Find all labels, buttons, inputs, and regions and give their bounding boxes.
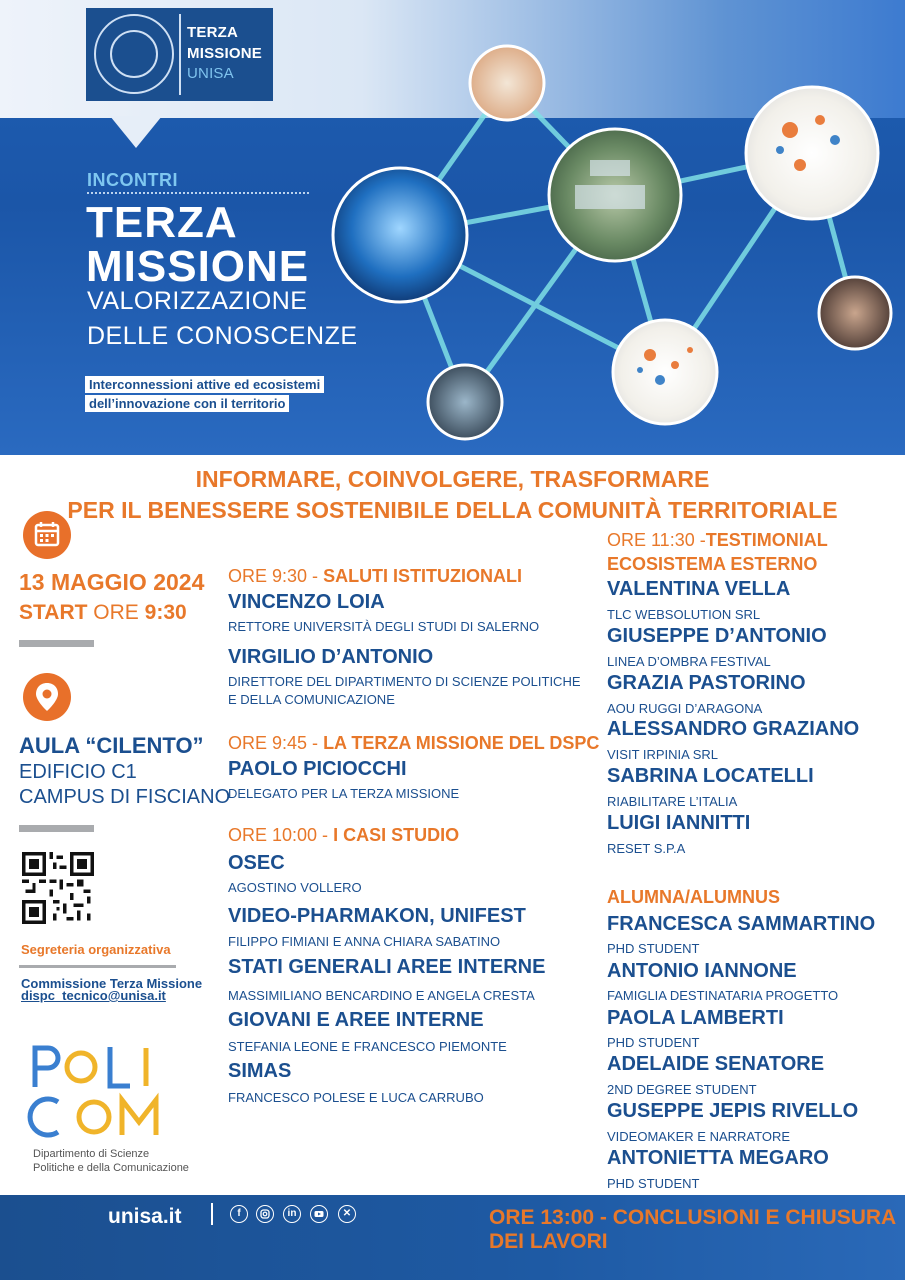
commission-label: Commissione Terza Missione [21,976,203,991]
alumni-role: PHD STUDENT [607,1176,700,1191]
headline-line-1: INFORMARE, COINVOLGERE, TRASFORMARE [195,466,710,492]
start-time-value: 9:30 [144,601,187,624]
speaker-role: E DELLA COMUNICAZIONE [228,692,395,707]
alumni-name: PAOLA LAMBERTI [607,1007,784,1029]
hero-tagline-line-2: dell’innovazione con il territorio [85,395,289,412]
speaker-role: DIRETTORE DEL DIPARTIMENTO DI SCIENZE POLITICHE [228,674,581,689]
footer-separator [211,1203,213,1225]
logo-divider [179,14,181,95]
session-time: ORE 9:45 - [228,733,319,753]
location-pin-icon [23,673,71,721]
logo-line-2: MISSIONE [187,45,262,62]
session-label: ECOSISTEMA ESTERNO [607,554,818,574]
session-casi-studio-heading [228,825,459,846]
hero-tagline-line-1: Interconnessioni attive ed ecosistemi [85,376,324,393]
speaker-name: ALESSANDRO GRAZIANO [607,718,860,740]
venue-campus: CAMPUS DI FISCIANO [19,786,231,808]
session-alumni-heading [607,887,780,908]
linkedin-icon[interactable]: in [283,1205,301,1223]
session-label: SALUTI ISTITUZIONALI [323,566,523,586]
hero-kicker: INCONTRI [87,170,178,190]
facebook-icon[interactable]: f [230,1205,248,1223]
department-name-line-2: Politiche e della Comunicazione [33,1162,189,1174]
speaker-name: VIRGILIO D’ANTONIO [228,646,434,668]
footer-closing-session: ORE 13:00 - CONCLUSIONI E CHIUSURA DEI LAVORI [489,1206,896,1253]
alumni-role: PHD STUDENT [607,941,700,956]
speaker-org: VISIT IRPINIA SRL [607,747,719,762]
alumni-name: ANTONIO IANNONE [607,960,797,982]
session-label: LA TERZA MISSIONE DEL DSPC [323,733,600,753]
alumni-role: VIDEOMAKER E NARRATORE [607,1129,790,1144]
terza-missione-logo [86,8,273,101]
alumni-name: ANTONIETTA MEGARO [607,1147,829,1169]
hero-subtitle-line-1: VALORIZZAZIONE [87,287,308,315]
session-time: ORE 9:30 - [228,566,319,586]
session-time: ORE 11:30 - [607,530,706,550]
venue-name: AULA “CILENTO” [19,733,204,758]
speaker-role: DELEGATO PER LA TERZA MISSIONE [228,786,460,801]
divider-bar [19,640,94,647]
speaker-name: PAOLO PICIOCCHI [228,758,407,780]
speaker-name: LUIGI IANNITTI [607,812,751,834]
alumni-role: 2ND DEGREE STUDENT [607,1082,757,1097]
university-seal-icon [94,14,174,94]
hero-banner [0,0,905,455]
hero-subtitle-line-2: DELLE CONOSCENZE [87,322,358,350]
case-study-name: OSEC [228,852,285,874]
case-study-name: SIMAS [228,1060,292,1082]
alumni-role: FAMIGLIA DESTINATARIA PROGETTO [607,988,839,1003]
footer-site-link[interactable]: unisa.it [108,1205,182,1228]
speaker-org: AOU RUGGI D’ARAGONA [607,701,763,716]
case-study-people: STEFANIA LEONE E FRANCESCO PIEMONTE [228,1039,507,1054]
session-label: ALUMNA/ALUMNUS [607,887,780,907]
session-dspc-heading [228,733,599,754]
case-study-name: STATI GENERALI AREE INTERNE [228,956,546,978]
speaker-org: TLC WEBSOLUTION SRL [607,607,761,622]
case-study-people: AGOSTINO VOLLERO [228,880,362,895]
case-study-people: FILIPPO FIMIANI E ANNA CHIARA SABATINO [228,934,501,949]
alumni-name: ADELAIDE SENATORE [607,1053,825,1075]
speaker-name: GRAZIA PASTORINO [607,672,806,694]
instagram-icon[interactable] [256,1205,274,1223]
logo-line-1: TERZA [187,24,238,41]
session-testimonial-subheading [607,554,817,575]
divider-bar [19,825,94,832]
hero-title-line-2: MISSIONE [86,242,310,291]
start-ore: ORE [93,601,139,624]
divider-bar [19,965,176,968]
session-label: TESTIMONIAL [705,530,828,550]
department-name-line-1: Dipartimento di Scienze [33,1148,150,1160]
alumni-name: FRANCESCA SAMMARTINO [607,913,876,935]
alumni-name: GUSEPPE JEPIS RIVELLO [607,1100,859,1122]
dotted-rule [87,192,309,194]
case-study-people: MASSIMILIANO BENCARDINO E ANGELA CRESTA [228,988,535,1003]
secretariat-label: Segreteria organizzativa [21,942,171,957]
venue-building: EDIFICIO C1 [19,761,137,783]
hero-title-line-1: TERZA [86,198,238,247]
qr-code[interactable] [22,852,94,924]
event-date: 13 MAGGIO 2024 [19,569,205,595]
logo-line-3: UNISA [187,65,234,82]
case-study-people: FRANCESCO POLESE E LUCA CARRUBO [228,1090,484,1105]
policom-logo [24,1040,204,1140]
session-label: I CASI STUDIO [333,825,460,845]
speaker-org: RIABILITARE L’ITALIA [607,794,738,809]
speaker-role: RETTORE UNIVERSITÀ DEGLI STUDI DI SALERNO [228,619,540,634]
speaker-name: GIUSEPPE D’ANTONIO [607,625,827,647]
x-icon[interactable]: ✕ [338,1205,356,1223]
start-word: START [19,601,88,624]
speaker-org: RESET S.P.A [607,841,686,856]
alumni-role: PHD STUDENT [607,1035,700,1050]
session-testimonial-heading [607,530,828,551]
headline-line-2: PER IL BENESSERE SOSTENIBILE DELLA COMUNITÀ TERRITORIALE [67,497,838,523]
speaker-name: SABRINA LOCATELLI [607,765,814,787]
session-saluti-heading [228,566,522,587]
session-time: ORE 10:00 - [228,825,329,845]
speaker-org: LINEA D’OMBRA FESTIVAL [607,654,771,669]
youtube-icon[interactable] [310,1205,328,1223]
event-start-time [19,601,187,625]
speaker-name: VALENTINA VELLA [607,578,791,600]
contact-email-link[interactable]: dispc_tecnico@unisa.it [21,988,166,1003]
case-study-name: GIOVANI E AREE INTERNE [228,1009,484,1031]
speaker-name: VINCENZO LOIA [228,591,385,613]
calendar-icon [23,511,71,559]
case-study-name: VIDEO-PHARMAKON, UNIFEST [228,905,526,927]
